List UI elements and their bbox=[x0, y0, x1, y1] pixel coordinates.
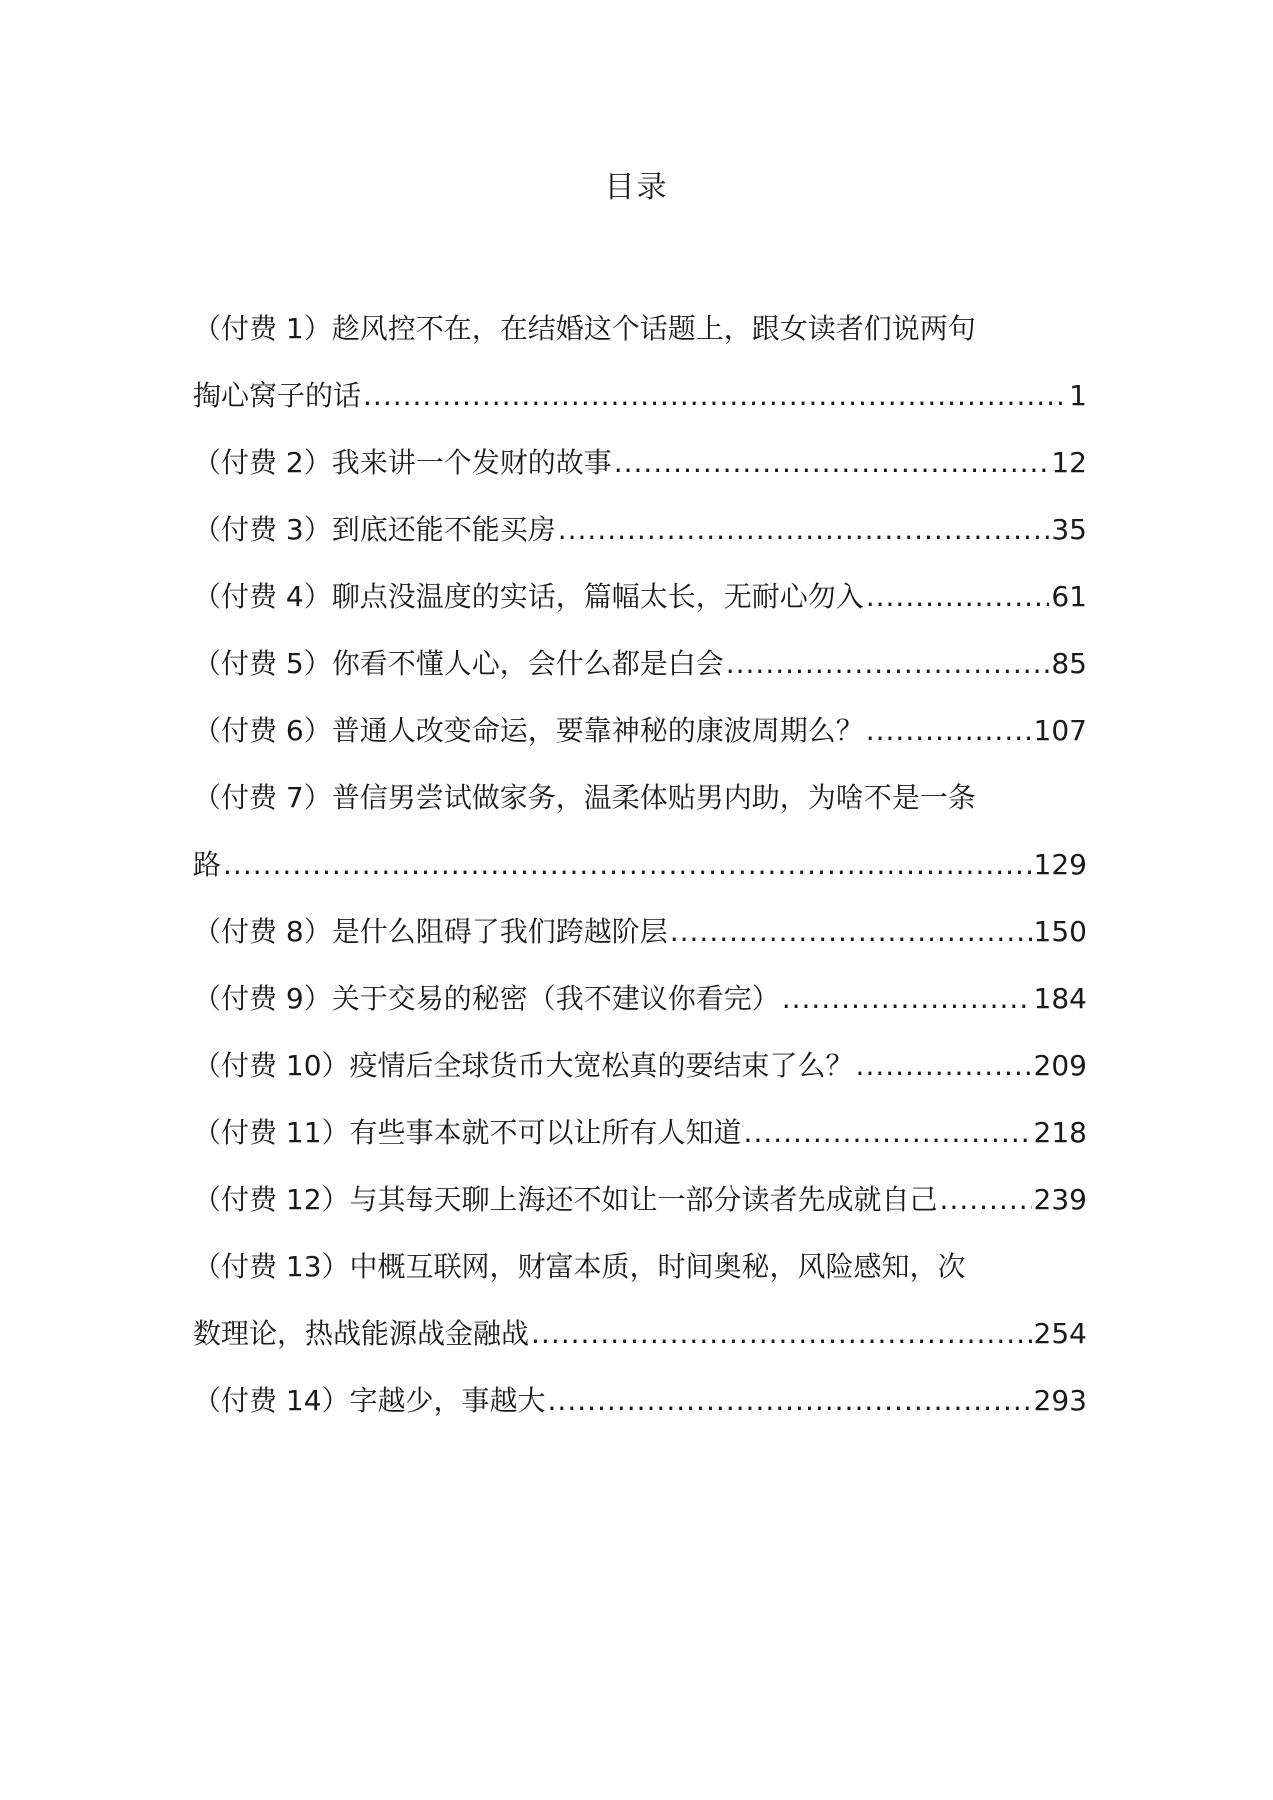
toc-entry-title: （付费 5）你看不懂人心，会什么都是白会 bbox=[193, 647, 724, 680]
toc-entry[interactable] bbox=[193, 1166, 1087, 1233]
toc-entry-title: （付费 12）与其每天聊上海还不如让一部分读者先成就自己 bbox=[193, 1183, 938, 1216]
toc-entry[interactable] bbox=[193, 295, 1087, 429]
dot-leader bbox=[866, 697, 1032, 764]
page-title: 目录 bbox=[604, 170, 669, 205]
toc-entry[interactable] bbox=[193, 697, 1087, 764]
dot-leader bbox=[670, 898, 1032, 965]
toc-entry[interactable] bbox=[193, 496, 1087, 563]
toc-entry-title: 数理论，热战能源战金融战 bbox=[193, 1317, 530, 1350]
toc-entry-title: （付费 4）聊点没温度的实话，篇幅太长，无耐心勿入 bbox=[193, 580, 864, 613]
toc-list bbox=[193, 295, 1087, 1434]
toc-page-number: 61 bbox=[1051, 580, 1087, 613]
toc-page-number: 12 bbox=[1051, 446, 1087, 479]
toc-entry-title: （付费 6）普通人改变命运，要靠神秘的康波周期么？ bbox=[193, 714, 864, 747]
toc-page-number: 35 bbox=[1051, 513, 1087, 546]
toc-entry[interactable] bbox=[193, 429, 1087, 496]
toc-entry[interactable] bbox=[193, 965, 1087, 1032]
toc-entry-title-line1: （付费 13）中概互联网，财富本质，时间奥秘，风险感知，次 bbox=[193, 1250, 966, 1283]
toc-entry-title: （付费 11）有些事本就不可以让所有人知道 bbox=[193, 1116, 742, 1149]
toc-entry-title: （付费 2）我来讲一个发财的故事 bbox=[193, 446, 612, 479]
toc-entry-title: （付费 9）关于交易的秘密（我不建议你看完） bbox=[193, 982, 780, 1015]
toc-entry[interactable] bbox=[193, 1032, 1087, 1099]
dot-leader bbox=[726, 630, 1050, 697]
toc-entry-title: （付费 14）字越少，事越大 bbox=[193, 1384, 546, 1417]
toc-entry-title: （付费 8）是什么阻碍了我们跨越阶层 bbox=[193, 915, 668, 948]
dot-leader bbox=[531, 1300, 1032, 1367]
toc-entry[interactable] bbox=[193, 1367, 1087, 1434]
toc-page-number: 209 bbox=[1033, 1049, 1087, 1082]
dot-leader bbox=[782, 965, 1032, 1032]
dot-leader bbox=[548, 1367, 1032, 1434]
toc-entry[interactable] bbox=[193, 898, 1087, 965]
toc-page-number: 129 bbox=[1033, 848, 1087, 881]
toc-page-number: 184 bbox=[1033, 982, 1087, 1015]
dot-leader bbox=[363, 362, 1067, 429]
toc-page-number: 239 bbox=[1033, 1183, 1087, 1216]
dot-leader bbox=[866, 563, 1050, 630]
dot-leader bbox=[558, 496, 1050, 563]
toc-entry[interactable] bbox=[193, 563, 1087, 630]
toc-entry[interactable] bbox=[193, 1099, 1087, 1166]
toc-page-number: 85 bbox=[1051, 647, 1087, 680]
toc-entry-title: （付费 10）疫情后全球货币大宽松真的要结束了么？ bbox=[193, 1049, 854, 1082]
toc-entry-title: （付费 3）到底还能不能买房 bbox=[193, 513, 556, 546]
toc-entry[interactable] bbox=[193, 764, 1087, 898]
toc-entry-title: 掏心窝子的话 bbox=[193, 379, 362, 412]
toc-page-number: 150 bbox=[1033, 915, 1087, 948]
dot-leader bbox=[744, 1099, 1032, 1166]
dot-leader bbox=[223, 831, 1032, 898]
toc-page-number: 107 bbox=[1033, 714, 1087, 747]
toc-entry-title-line1: （付费 7）普信男尝试做家务，温柔体贴男内助，为啥不是一条 bbox=[193, 781, 976, 814]
toc-entry-title-line1: （付费 1）趁风控不在，在结婚这个话题上，跟女读者们说两句 bbox=[193, 312, 976, 345]
dot-leader bbox=[940, 1166, 1032, 1233]
toc-entry-title: 路 bbox=[193, 848, 222, 881]
dot-leader bbox=[856, 1032, 1032, 1099]
toc-page-number: 293 bbox=[1033, 1384, 1087, 1417]
toc-entry[interactable] bbox=[193, 1233, 1087, 1367]
toc-page-number: 1 bbox=[1069, 379, 1087, 412]
dot-leader bbox=[614, 429, 1050, 496]
toc-entry[interactable] bbox=[193, 630, 1087, 697]
toc-page-number: 254 bbox=[1033, 1317, 1087, 1350]
toc-page-number: 218 bbox=[1033, 1116, 1087, 1149]
